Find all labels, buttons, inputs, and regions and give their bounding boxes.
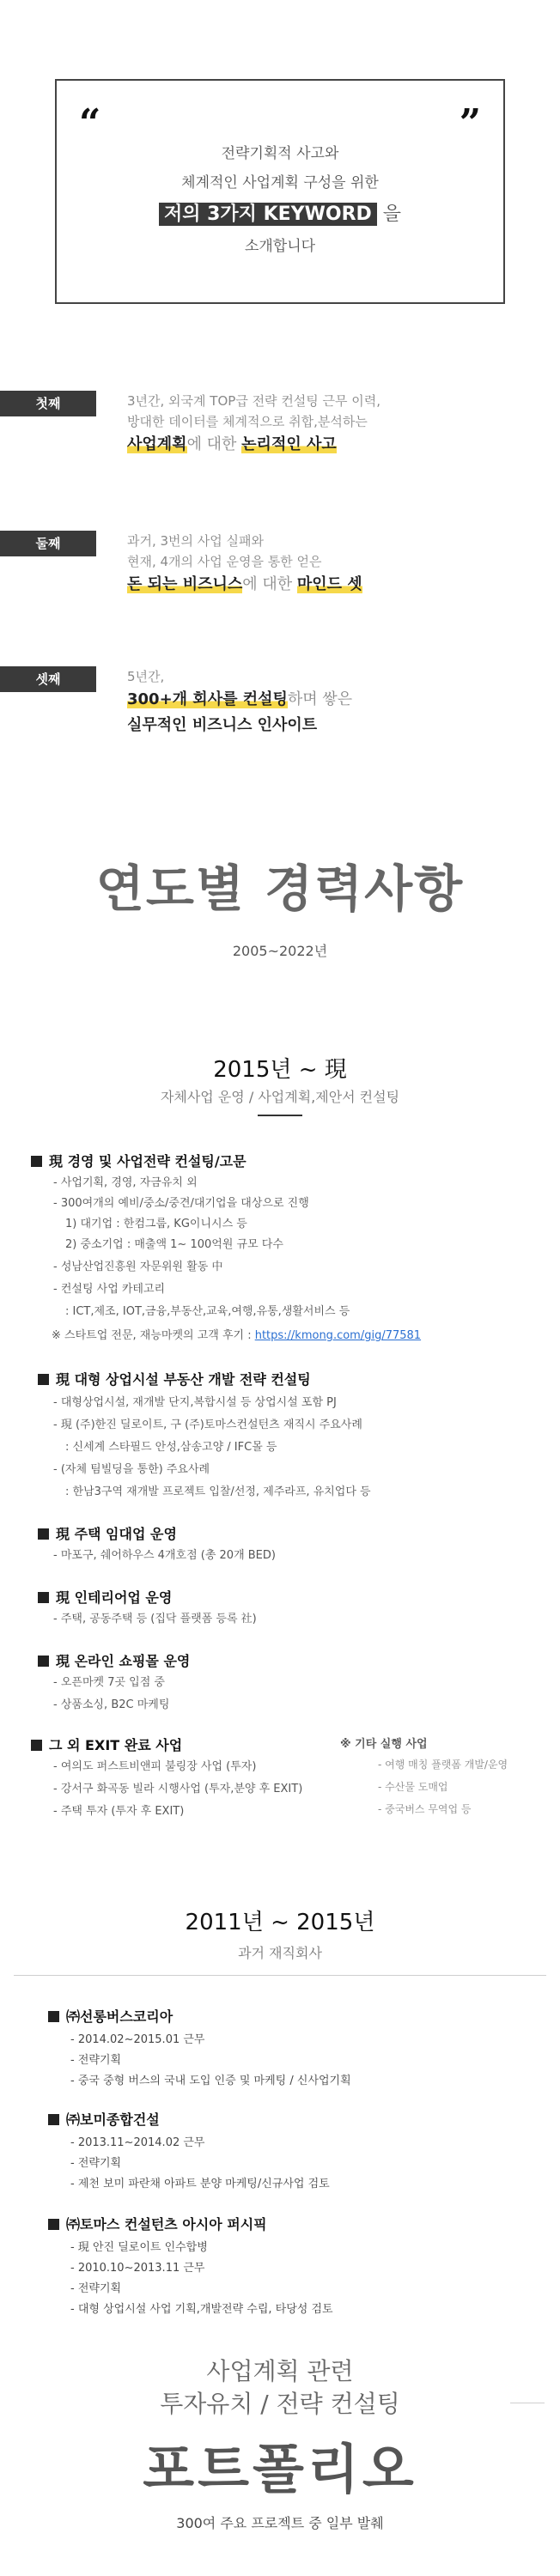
keyword-2-desc-1: 과거, 3번의 사업 실패와 — [127, 533, 265, 549]
keyword-tag-3: 셋째 — [0, 666, 96, 692]
keyword-1-desc-2: 방대한 데이터를 체계적으로 취합,분석하는 — [127, 414, 368, 429]
period-1-sub: 자체사업 운영 / 사업계획,제안서 컨설팅 — [160, 1089, 400, 1105]
section-heading: 現 인테리어업 운영 — [38, 1587, 172, 1607]
keyword-highlight: 저의 3가지 KEYWORD — [159, 203, 377, 226]
keyword-row-2 — [127, 531, 539, 598]
section-heading: 現 경영 및 사업전략 컨설팅/고문 — [31, 1151, 247, 1170]
company-heading: ㈜보미종합건설 — [48, 2109, 160, 2129]
section-heading: 現 온라인 쇼핑몰 운영 — [38, 1650, 190, 1670]
list-item: : ICT,제조, IOT,금융,부동산,교육,여행,유통,생활서비스 등 — [65, 1305, 350, 1318]
keyword-2-desc-2: 현재, 4개의 사업 운영을 통한 얻은 — [127, 554, 322, 569]
list-item: - (자체 팀빌딩을 통한) 주요사례 — [53, 1463, 210, 1476]
company-item: - 2013.11~2014.02 근무 — [70, 2136, 205, 2149]
list-item: 2) 중소기업 : 매출액 1~ 100억원 규모 다수 — [65, 1238, 283, 1251]
list-item: - 성남산업진흥원 자문위원 활동 中 — [53, 1261, 223, 1273]
career-range: 2005~2022년 — [232, 943, 328, 959]
portfolio-title: 포트폴리오 — [143, 2438, 417, 2500]
section-heading: 現 대형 상업시설 부동산 개발 전략 컨설팅 — [38, 1369, 311, 1388]
close-quote-icon: ” — [459, 101, 481, 145]
intro-keyword-line — [57, 197, 503, 232]
company-item: - 전략기획 — [70, 2157, 122, 2170]
company-item: - 전략기획 — [70, 2054, 122, 2067]
etc-item: - 여행 매칭 플랫폼 개발/운영 — [378, 1759, 508, 1771]
company-item: - 대형 상업시설 사업 기획,개발전략 수립, 타당성 검토 — [70, 2303, 333, 2316]
keyword-1-emphasis — [127, 432, 539, 458]
keyword-tag-2: 둘째 — [0, 531, 96, 556]
company-item: - 제천 보미 파란채 아파트 분양 마케팅/신규사업 검토 — [70, 2178, 330, 2190]
intro-line-2: 체계적인 사업계획 구성을 위한 — [181, 174, 379, 191]
career-title: 연도별 경력사항 — [95, 860, 465, 918]
list-item: - 주택 투자 (투자 후 EXIT) — [53, 1805, 185, 1818]
keyword-2-em1: 돈 되는 비즈니스 — [127, 575, 243, 593]
keyword-3-line-1 — [127, 687, 539, 713]
company-item: - 2014.02~2015.01 근무 — [70, 2033, 205, 2046]
review-note-label: ※ 스타트업 전문, 재능마켓의 고객 후기 : — [52, 1329, 255, 1342]
company-heading: ㈜선롱버스코리아 — [48, 2006, 173, 2026]
list-item: : 한남3구역 재개발 프로젝트 입찰/선정, 제주라프, 유치업다 등 — [65, 1485, 371, 1498]
keyword-tag-1: 첫째 — [0, 391, 96, 416]
list-item: - 대형상업시설, 재개발 단지,복합시설 등 상업시설 포함 PJ — [53, 1396, 337, 1409]
section-heading: 그 외 EXIT 완료 사업 — [31, 1735, 182, 1754]
etc-item: - 수산물 도매업 — [378, 1781, 448, 1793]
company-item: - 중국 중형 버스의 국내 도입 인증 및 마케팅 / 신사업기획 — [70, 2075, 351, 2087]
portfolio-line-1: 사업계획 관련 — [206, 2357, 354, 2385]
period-2-title: 2011년 ~ 2015년 — [185, 1910, 375, 1935]
portfolio-sub: 300여 주요 프로젝트 중 일부 발췌 — [176, 2515, 384, 2531]
keyword-suffix: 을 — [382, 204, 402, 225]
list-item: - 300여개의 예비/중소/중견/대기업을 대상으로 진행 — [53, 1197, 309, 1210]
open-quote-icon: “ — [79, 101, 101, 145]
keyword-1-em2: 논리적인 사고 — [241, 435, 337, 453]
list-item: - 오픈마켓 7곳 입점 중 — [53, 1676, 165, 1689]
list-item: - 주택, 공동주택 등 (집닥 플랫폼 등록 社) — [53, 1613, 257, 1625]
list-item: - 마포구, 쉐어하우스 4개호점 (총 20개 BED) — [53, 1549, 276, 1562]
keyword-3-desc-1: 5년간, — [127, 669, 165, 684]
list-item: - 상품소싱, B2C 마케팅 — [53, 1698, 170, 1711]
etc-item: - 중국버스 무역업 등 — [378, 1803, 472, 1815]
section-heading: 現 주택 임대업 운영 — [38, 1523, 177, 1543]
keyword-1-em1: 사업계획 — [127, 435, 187, 453]
company-heading: ㈜토마스 컨설턴츠 아시아 퍼시픽 — [48, 2214, 267, 2233]
list-item: - 컨설팅 사업 카테고리 — [53, 1283, 166, 1296]
keyword-2-mid: 에 대한 — [242, 575, 297, 593]
keyword-3-em2: 실무적인 비즈니스 인사이트 — [127, 716, 318, 734]
list-item: - 여의도 퍼스트비앤피 불링장 사업 (투자) — [53, 1760, 257, 1773]
list-item: - 사업기획, 경영, 자금유치 외 — [53, 1176, 198, 1189]
keyword-row-3 — [127, 666, 539, 738]
etc-heading: ※ 기타 실행 사업 — [340, 1738, 428, 1751]
keyword-2-emphasis — [127, 572, 539, 598]
list-item: - 現 (주)한진 딜로이트, 구 (주)토마스컨설턴츠 재직시 주요사례 — [53, 1419, 362, 1431]
keyword-3-mid: 하며 쌓은 — [287, 690, 353, 708]
review-link[interactable]: https://kmong.com/gig/77581 — [254, 1329, 422, 1342]
period-1-divider — [258, 1115, 302, 1116]
company-item: - 現 안진 딜로이트 인수합병 — [70, 2241, 208, 2254]
period-2-divider — [14, 1975, 546, 1976]
keyword-1-desc-1: 3년간, 외국계 TOP급 전략 컨설팅 근무 이력, — [127, 393, 381, 409]
intro-line-4: 소개합니다 — [244, 238, 316, 255]
keyword-row-1 — [127, 391, 539, 458]
list-item: : 신세계 스타필드 안성,삼송고양 / IFC몰 등 — [65, 1441, 277, 1454]
review-note — [52, 1327, 421, 1345]
company-item: - 전략기획 — [70, 2282, 122, 2295]
intro-line-1: 전략기획적 사고와 — [221, 145, 339, 162]
period-1-title: 2015년 ~ 現 — [213, 1057, 347, 1083]
list-item: 1) 대기업 : 한컴그룹, KG이니시스 등 — [65, 1218, 247, 1230]
keyword-2-em2: 마인드 셋 — [296, 575, 362, 593]
company-item: - 2010.10~2013.11 근무 — [70, 2262, 205, 2275]
period-2-sub: 과거 재직회사 — [238, 1945, 322, 1961]
keyword-3-em1: 300+개 회사를 컨설팅 — [127, 690, 288, 708]
intro-box — [55, 79, 505, 304]
keyword-1-mid: 에 대한 — [186, 435, 242, 453]
portfolio-line-2: 투자유치 / 전략 컨설팅 — [160, 2390, 400, 2418]
list-item: - 강서구 화곡동 빌라 시행사업 (투자,분양 후 EXIT) — [53, 1783, 303, 1795]
